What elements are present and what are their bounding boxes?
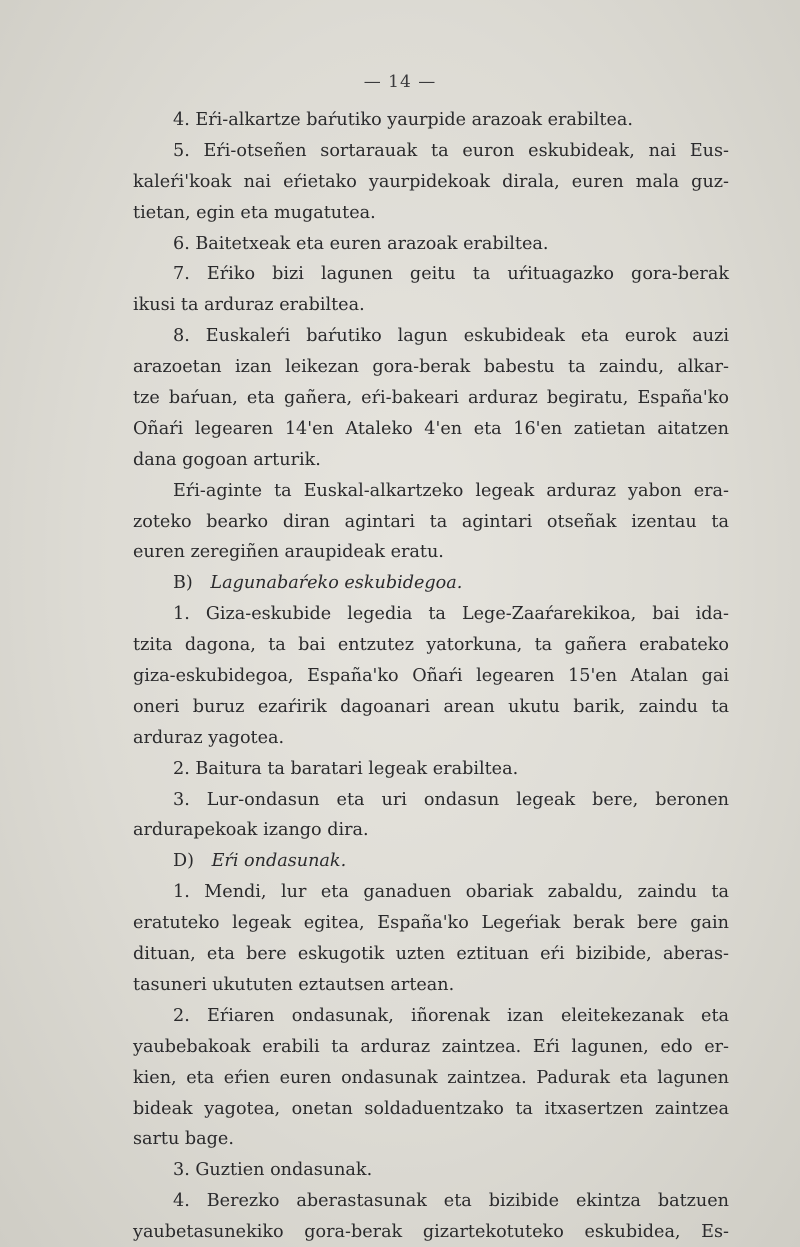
text-line: 7. Eŕiko bizi lagunen geitu ta uŕituagazko gora-berak <box>173 264 729 285</box>
text-line: 2. Eŕiaren ondasunak, iñorenak izan eleitekezanak eta <box>173 1005 729 1026</box>
text-line: 8. Euskaleŕi baŕutiko lagun eskubideak eta eurok auzi <box>173 326 729 347</box>
text-line: tasuneri ukututen eztautsen artean. <box>133 974 455 995</box>
page-number: — 14 — <box>363 72 437 92</box>
text-line: arazoetan izan leikezan gora-berak babestu ta zaindu, alkar- <box>133 357 729 378</box>
text-line: tze baŕuan, eta gañera, eŕi-bakeari arduraz begiratu, España'ko <box>133 388 729 409</box>
text-line: kaleŕi'koak nai eŕietako yaurpidekoak dirala, euren mala guz- <box>133 171 729 192</box>
text-line: oneri buruz ezaŕirik dagoanari arean ukutu barik, zaindu ta <box>133 696 729 717</box>
text-line: 4. Berezko aberastasunak eta bizibide ekintza batzuen <box>173 1191 729 1212</box>
text-line: 4. Eŕi-alkartze baŕutiko yaurpide arazoak erabiltea. <box>173 110 633 130</box>
text-line: euren zeregiñen araupideak eratu. <box>133 542 444 563</box>
text-line: yaubetasunekiko gora-berak gizartekotuteko eskubidea, Es- <box>133 1222 729 1243</box>
section-heading <box>133 846 729 877</box>
text-line: 6. Baitetxeak eta euren arazoak erabiltea. <box>173 233 549 254</box>
text-line: ikusi ta arduraz erabiltea. <box>133 295 365 316</box>
text-line: Oñaŕi legearen 14'en Ataleko 4'en eta 16'en zatietan aitatzen <box>133 418 729 439</box>
text-line: 3. Lur-ondasun eta uri ondasun legeak bere, beronen <box>173 789 729 810</box>
text-line: 1. Giza-eskubide legedia ta Lege-Zaaŕarekikoa, bai ida- <box>173 604 729 625</box>
text-line: 2. Baitura ta baratari legeak erabiltea. <box>173 758 519 779</box>
section-letter: B) <box>173 573 193 594</box>
section-title: Lagunabaŕeko eskubidegoa. <box>210 573 463 594</box>
text-line: arduraz yagotea. <box>133 727 285 748</box>
text-line: Eŕi-aginte ta Euskal-alkartzeko legeak arduraz yabon era- <box>173 480 729 501</box>
text-line: 5. Eŕi-otseñen sortarauak ta euron eskubideak, nai Eus- <box>173 140 729 161</box>
text-line: bideak yagotea, onetan soldaduentzako ta itxasertzen zaintzea <box>133 1098 729 1119</box>
text-line: zoteko bearko diran agintari ta agintari otseñak izentau ta <box>133 511 729 532</box>
text-line: sartu bage. <box>133 1129 234 1150</box>
text-line: 1. Mendi, lur eta ganaduen obariak zabaldu, zaindu ta <box>173 882 729 903</box>
text-line: dituan, eta bere eskugotik uzten eztituan eŕi bizibide, aberas- <box>133 944 729 965</box>
text-line: tietan, egin eta mugatutea. <box>133 202 376 223</box>
section-title: Eŕi ondasunak. <box>211 851 347 872</box>
text-line: yaubebakoak erabili ta arduraz zaintzea. Eŕi lagunen, edo er- <box>133 1036 729 1057</box>
section-heading <box>133 568 729 599</box>
text-line: dana gogoan arturik. <box>133 449 321 470</box>
text-line: kien, eta eŕien euren ondasunak zaintzea. Padurak eta lagunen <box>133 1067 729 1088</box>
text-line: ardurapekoak izango dira. <box>133 820 369 841</box>
section-letter: D) <box>173 851 194 872</box>
text-line: giza-eskubidegoa, España'ko Oñaŕi legearen 15'en Atalan gai <box>133 666 729 687</box>
text-line: tzita dagona, ta bai entzutez yatorkuna, ta gañera erabateko <box>133 635 729 656</box>
body-text <box>133 105 729 1247</box>
text-line: 3. Guztien ondasunak. <box>173 1160 373 1181</box>
text-line: eratuteko legeak egitea, España'ko Legeŕiak berak bere gain <box>133 913 729 934</box>
